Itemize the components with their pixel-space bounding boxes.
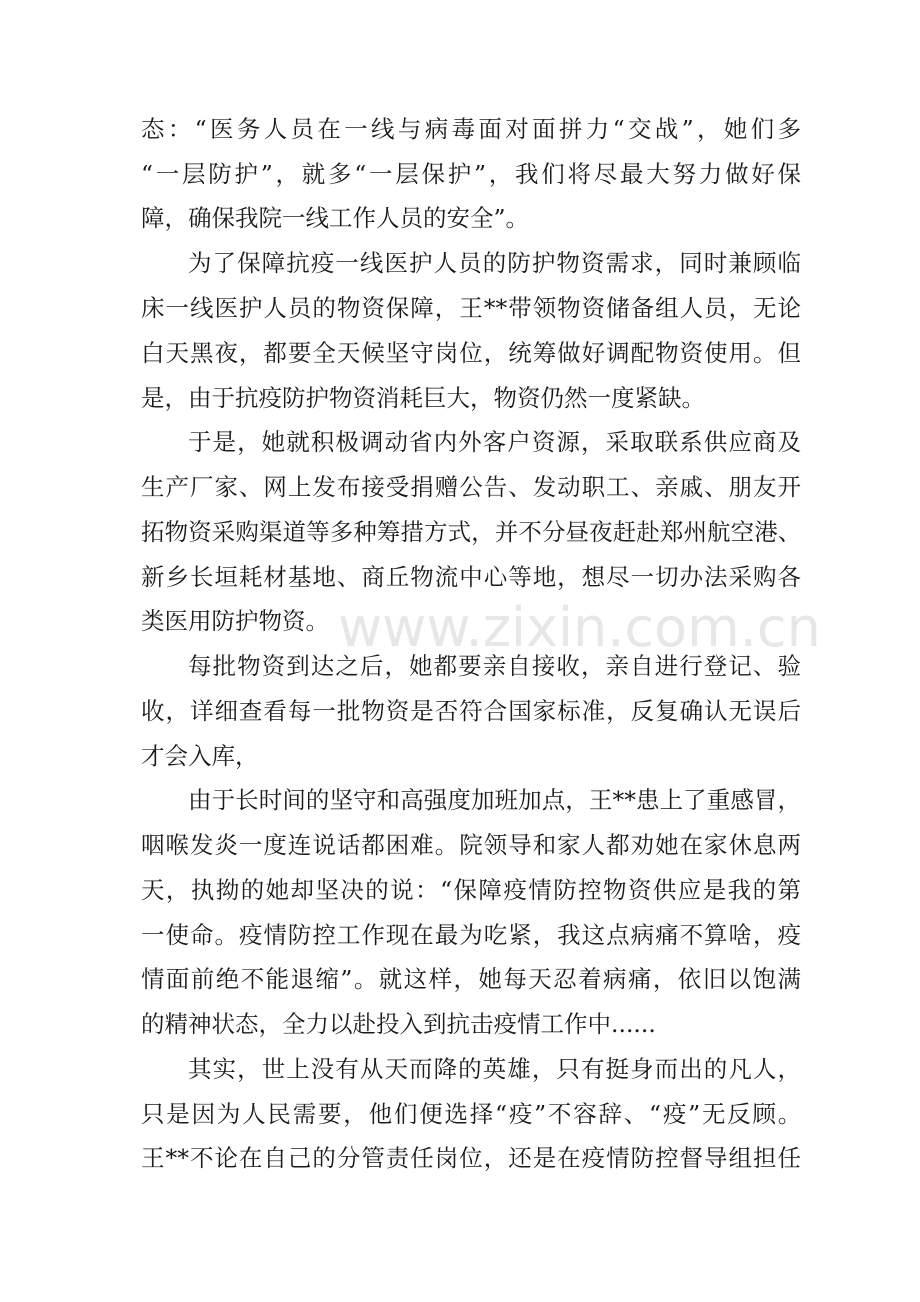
text-line: 类医用防护物资。 <box>141 607 329 635</box>
text-line: 障，确保我院一线工作人员的安全”。 <box>141 204 530 232</box>
text-line: 拓物资采购渠道等多种筹措方式，并不分昼夜赶赴郑州航空港、 <box>141 518 801 546</box>
text-line: 情面前绝不能退缩”。就这样，她每天忍着病痛，依旧以饱满 <box>141 965 801 993</box>
text-line: 一使命。疫情防控工作现在最为吃紧，我这点病痛不算啥，疫 <box>141 921 801 949</box>
text-line: 天，执拗的她却坚决的说：“保障疫情防控物资供应是我的第 <box>141 876 801 904</box>
text-line: 是，由于抗疫防护物资消耗巨大，物资仍然一度紧缺。 <box>141 384 705 412</box>
paragraph-first-line: 其实，世上没有从天而降的英雄，只有挺身而出的凡人， <box>188 1055 801 1083</box>
text-line: “一层防护”，就多“一层保护”，我们将尽最大努力做好保 <box>141 160 801 188</box>
text-line: 才会入库， <box>141 742 259 770</box>
paragraph-first-line: 由于长时间的坚守和高强度加班加点，王**患上了重感冒， <box>188 786 801 814</box>
text-line: 生产厂家、网上发布接受捐赠公告、发动职工、亲戚、朋友开 <box>141 473 801 501</box>
paragraph-first-line: 每批物资到达之后，她都要亲自接收，亲自进行登记、验 <box>188 652 801 680</box>
text-line: 王**不论在自己的分管责任岗位，还是在疫情防控督导组担任 <box>141 1144 801 1172</box>
paragraph-first-line: 于是，她就积极调动省内外客户资源，采取联系供应商及 <box>188 428 801 456</box>
text-line: 只是因为人民需要，他们便选择“疫”不容辞、“疫”无反顾。 <box>141 1100 801 1128</box>
text-line: 咽喉发炎一度连说话都困难。院领导和家人都劝她在家休息两 <box>141 831 801 859</box>
watermark: www.zixin.com.cn <box>338 596 821 659</box>
paragraph-first-line: 为了保障抗疫一线医护人员的防护物资需求，同时兼顾临 <box>188 249 801 277</box>
text-line: 白天黑夜，都要全天候坚守岗位，统筹做好调配物资使用。但 <box>141 339 801 367</box>
text-line: 床一线医护人员的物资保障，王**带领物资储备组人员，无论 <box>141 294 801 322</box>
text-line: 新乡长垣耗材基地、商丘物流中心等地，想尽一切办法采购各 <box>141 563 801 591</box>
text-line: 态：“医务人员在一线与病毒面对面拼力“交战”，她们多 <box>141 115 801 143</box>
text-line: 的精神状态，全力以赴投入到抗击疫情工作中...... <box>141 1010 656 1038</box>
text-line: 收，详细查看每一批物资是否符合国家标准，反复确认无误后 <box>141 697 801 725</box>
